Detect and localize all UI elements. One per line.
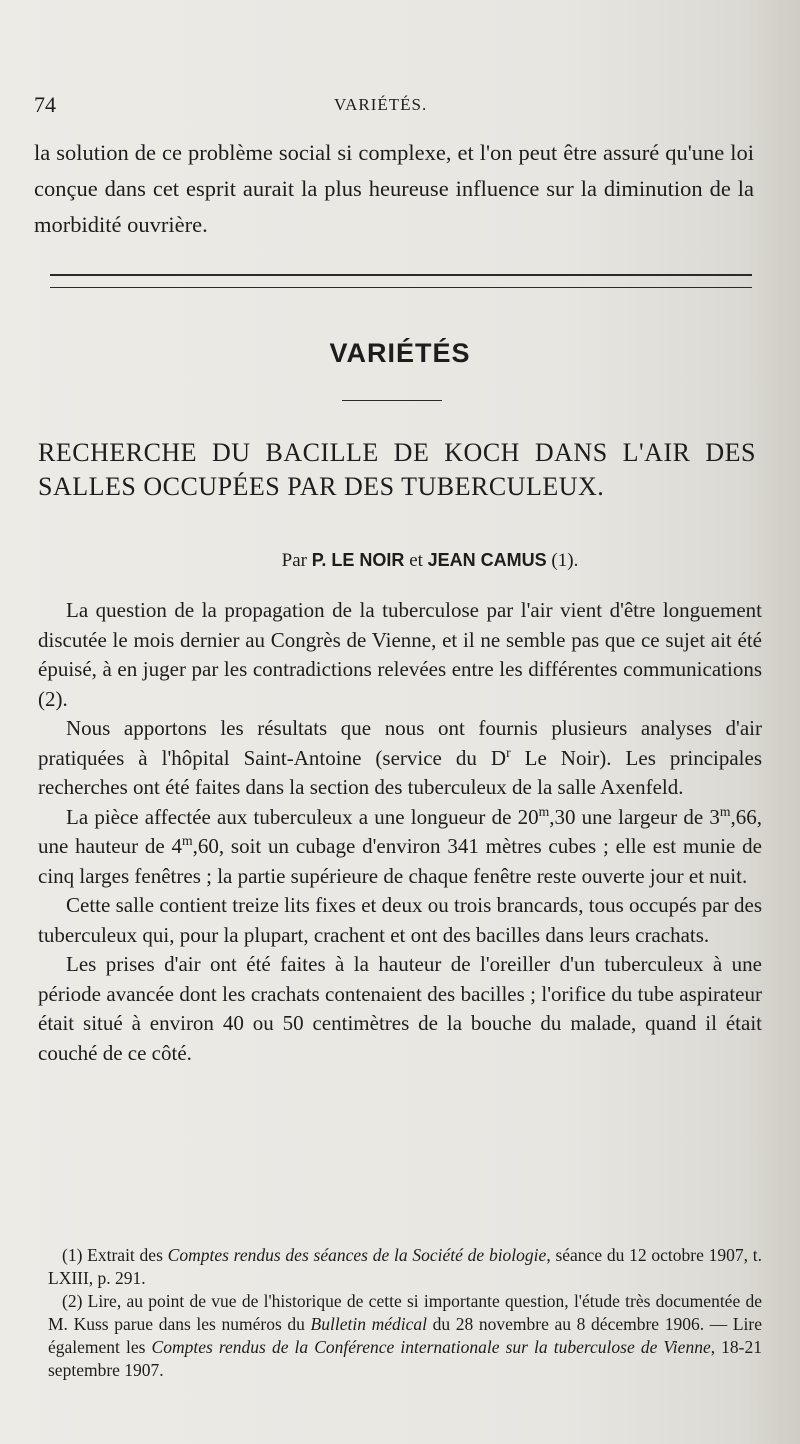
byline-prefix: Par bbox=[281, 550, 307, 571]
footnotes bbox=[48, 1244, 762, 1382]
article-title: RECHERCHE DU BACILLE DE KOCH DANS L'AIR DES SALLES OCCUPÉES PAR DES TUBERCULEUX. bbox=[38, 438, 756, 501]
author-name: P. LE NOIR bbox=[311, 550, 405, 570]
author-name: JEAN CAMUS bbox=[427, 550, 547, 570]
footnote-1: (1) Extrait des Comptes rendus des séances de la Société de biologie, séance du 12 octobre 1907, t. LXIII, p. 291. bbox=[48, 1245, 763, 1288]
page-header bbox=[34, 92, 754, 122]
byline-and: et bbox=[409, 550, 423, 571]
body-paragraph: Les prises d'air ont été faites à la hauteur de l'oreiller d'un tuberculeux à une période avancée dont les crachats contenaient des bacilles ; l'orifice du tube aspirateur était situé à environ 40 ou 50 centimètres de la bouche du malade, quand il était couché de ce côté. bbox=[38, 952, 762, 1065]
body-paragraph: Cette salle contient treize lits fixes et deux ou trois brancards, tous occupés par des tuberculeux qui, pour la plupart, crachent et ont des bacilles dans leurs crachats. bbox=[38, 893, 762, 947]
running-head: VARIÉTÉS. bbox=[334, 95, 428, 114]
byline bbox=[0, 550, 800, 572]
section-title: VARIÉTÉS bbox=[329, 338, 471, 368]
footnote-ref: (1). bbox=[551, 550, 579, 571]
page-number: 74 bbox=[34, 92, 56, 117]
article-body bbox=[38, 596, 762, 1068]
body-paragraph: Nous apportons les résultats que nous ont fournis plusieurs analyses d'air pratiquées à l'hôpital Saint-Antoine (service du $D^r$ Le Noir). Les principales recherches ont été faites dans la section des tuberculeux de la salle Axenfeld. bbox=[38, 716, 763, 799]
body-paragraph: La pièce affectée aux tuberculeux a une longueur de 20$^m$,30 une largeur de 3$^m$,66, une hauteur de 4$^m$,60, soit un cubage d'environ 341 mètres cubes ; elle est munie de cinq larges fenêtres ; la partie supérieure de chaque fenêtre reste ouverte jour et nuit. bbox=[38, 803, 763, 888]
body-paragraph: La question de la propagation de la tuberculose par l'air vient d'être longuement discutée le mois dernier au Congrès de Vienne, et il ne semble pas que ce sujet ait été épuisé, à en juger par les contradictions relevées entre les différentes communications (2). bbox=[38, 598, 762, 711]
section-divider bbox=[50, 274, 752, 288]
intro-paragraph: la solution de ce problème social si complexe, et l'on peut être assuré qu'une loi conçue dans cet esprit aurait la plus heureuse influence sur la diminution de la morbidité ouvrière. bbox=[34, 140, 754, 237]
title-underline bbox=[342, 400, 442, 401]
footnote-2: (2) Lire, au point de vue de l'historique de cette si importante question, l'étude très documentée de M. Kuss parue dans les numéros du Bulletin médical du 28 novembre au 8 décembre 1906. — Lire également les Comptes rendus de la Conférence internationale sur la tuberculose de Vienne, 18-21 septembre 1907. bbox=[48, 1291, 763, 1380]
